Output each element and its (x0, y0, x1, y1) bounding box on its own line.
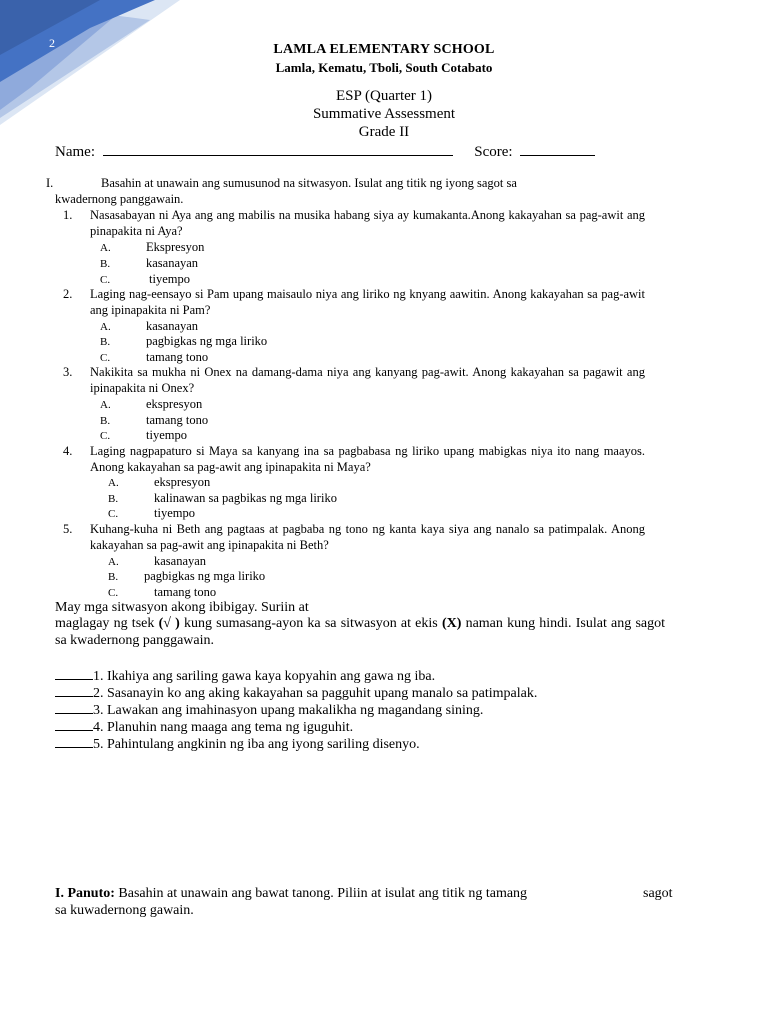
option-2a[interactable]: A. kasanayan (100, 319, 199, 333)
name-label: Name: (55, 144, 95, 160)
statement-3: 3. Lawakan ang imahinasyon upang makalikha ng magandang sining. (55, 701, 483, 719)
option-3c[interactable]: C. tiyempo (100, 428, 187, 442)
section-3-instruction: I. Panuto: Basahin at unawain ang bawat tanong. Piliin at isulat ang titik ng tamang sagot sa kuwadernong gawain. (55, 886, 673, 918)
option-2c[interactable]: C. tamang tono (100, 350, 209, 364)
answer-blank[interactable] (55, 667, 93, 680)
x-mark-symbol: (X) (441, 616, 462, 631)
check-mark-symbol: (√ ) (158, 616, 180, 631)
statement-5: 5. Pahintulang angkinin ng iba ang iyong sariling disenyo. (55, 735, 420, 753)
assessment-title: Summative Assessment (312, 106, 456, 122)
option-1c[interactable]: C. tiyempo (100, 272, 190, 286)
page-number: 2 (49, 36, 55, 50)
question-text: Nakikita sa mukha ni Onex na damang-dama niya ang kanyang pag-awit. Anong kakayahan sa pagawit ang ipinapakita ni Onex? (90, 365, 645, 395)
subject-title: ESP (Quarter 1) (335, 88, 433, 104)
section-1-roman: I. (46, 176, 54, 190)
panuto-label: I. Panuto: (55, 886, 115, 901)
question-text: Nasasabayan ni Aya ang ang mabilis na musika habang siya ay kumakanta.Anong kakayahan sa pag-awit ang pinapakita ni Aya? (90, 208, 645, 238)
option-1a[interactable]: A. Ekspresyon (100, 240, 205, 254)
question-text: Laging nagpapaturo si Maya sa kanyang ina sa pagbabasa ng liriko upang mabigkas niya ito nang maayos. Anong kakayahan sa pag-awit ang ipinapakita ni Maya? (90, 444, 645, 474)
statement-1: 1. Ikahiya ang sariling gawa kaya kopyahin ang gawa ng iba. (55, 667, 435, 685)
section-2-intro: maglagay ng tsek (√ ) kung sumasang-ayon ka sa sitwasyon at ekis (X) naman kung hindi. Isulat ang sagot sa kwadernong panggawain. (55, 616, 665, 648)
statement-4: 4. Planuhin nang maaga ang tema ng iguguhit. (55, 718, 353, 736)
school-address: Lamla, Kematu, Tboli, South Cotabato (275, 60, 493, 75)
score-field[interactable] (520, 142, 595, 156)
option-4c[interactable]: C. tiyempo (108, 506, 195, 520)
answer-blank[interactable] (55, 701, 93, 714)
answer-blank[interactable] (55, 718, 93, 731)
option-1b[interactable]: B. kasanayan (100, 256, 199, 270)
option-4b[interactable]: B. kalinawan sa pagbikas ng mga liriko (108, 491, 337, 505)
statement-2: 2. Sasanayin ko ang aking kakayahan sa pagguhit upang manalo sa patimpalak. (55, 684, 537, 702)
name-field[interactable] (103, 142, 453, 156)
option-3b[interactable]: B. tamang tono (100, 413, 209, 427)
question-text: Kuhang-kuha ni Beth ang pagtaas at pagbaba ng tono ng kanta kaya siya ang nanalo sa patimpalak. Anong kakayahan sa pag-awit ang ipinapakita ni Beth? (90, 522, 645, 552)
section-1-instruction-cont: kwadernong panggawain. (55, 192, 184, 206)
option-5c[interactable]: C. tamang tono (108, 585, 217, 599)
option-3a[interactable]: A. ekspresyon (100, 397, 203, 411)
score-label: Score: (474, 144, 513, 160)
section-1-instruction: I. Basahin at unawain ang sumusunod na sitwasyon. Isulat ang titik ng iyong sagot sa (46, 176, 517, 190)
school-name: LAMLA ELEMENTARY SCHOOL (273, 42, 495, 57)
name-score-line (55, 142, 595, 161)
option-5b[interactable]: B. pagbigkas ng mga liriko (108, 569, 266, 583)
answer-blank[interactable] (55, 735, 93, 748)
question-text: Laging nag-eensayo si Pam upang maisaulo niya ang liriko ng knyang aawitin. Anong kakayahan sa pag-awit ang ipinapakita ni Pam? (90, 287, 645, 317)
option-2b[interactable]: B. pagbigkas ng mga liriko (100, 334, 268, 348)
answer-blank[interactable] (55, 684, 93, 697)
option-4a[interactable]: A. ekspresyon (108, 475, 211, 489)
option-5a[interactable]: A. kasanayan (108, 554, 207, 568)
section-2-intro-line1: May mga sitwasyon akong ibibigay. Suriin at (55, 600, 309, 615)
grade-level: Grade II (358, 124, 410, 140)
